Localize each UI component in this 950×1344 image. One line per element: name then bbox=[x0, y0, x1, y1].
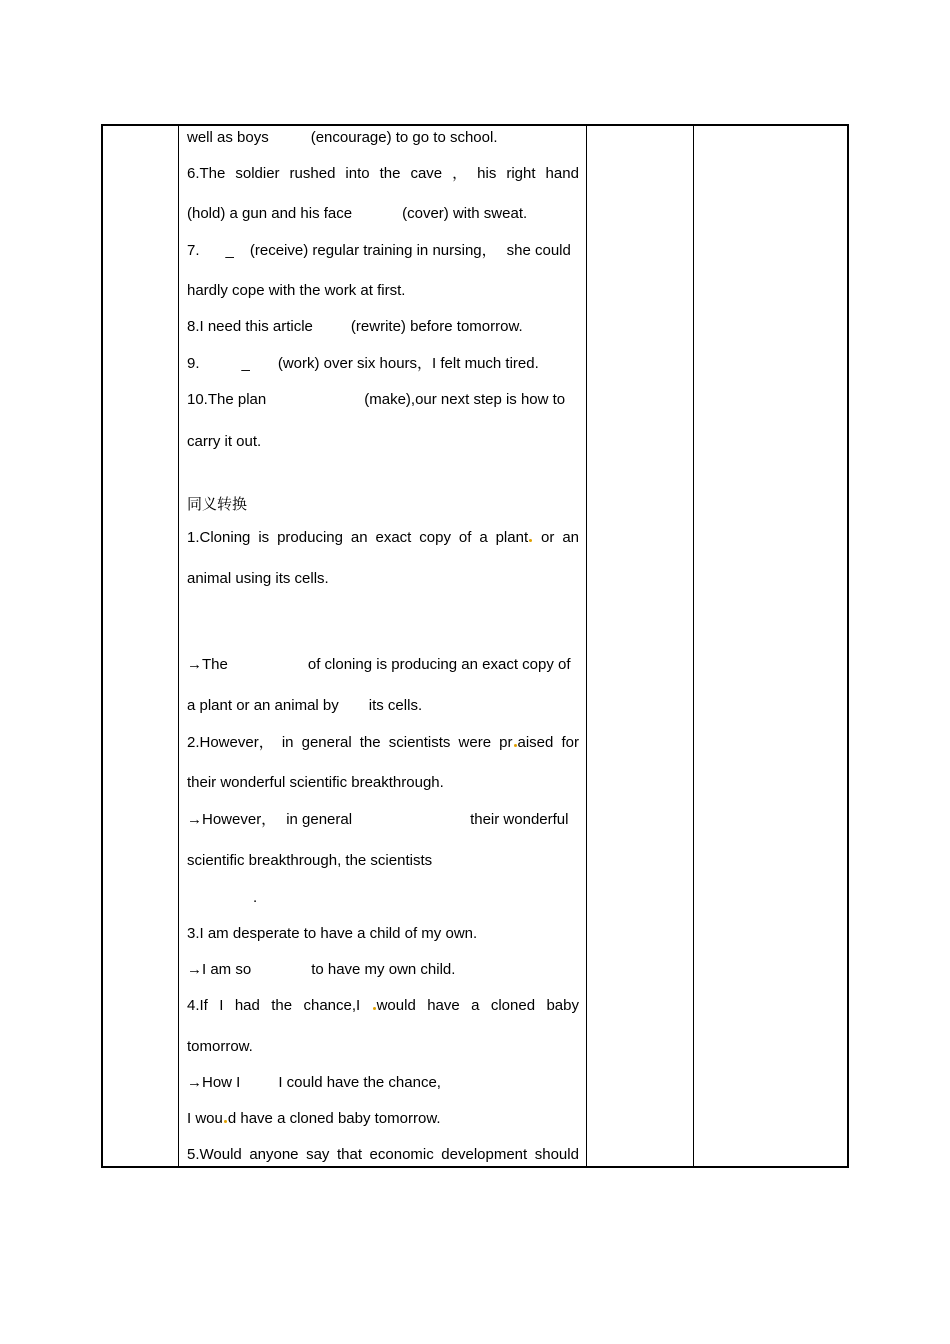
exercise-line: I wou d have a cloned baby tomorrow. bbox=[187, 1110, 441, 1127]
exercise-line: scientific breakthrough, the scientists bbox=[187, 852, 433, 869]
exercise-line: 7. _ (receive) regular training in nursing， she could bbox=[187, 242, 571, 259]
exercise-line: →However， in general their wonderful bbox=[187, 811, 569, 828]
exercise-line: well as boys (encourage) to go to school. bbox=[187, 129, 498, 146]
exercise-line: a plant or an animal by its cells. bbox=[187, 697, 423, 714]
exercise-line: 1.Cloning is producing an exact copy of a plant or an bbox=[187, 529, 579, 546]
exercise-line: carry it out. bbox=[187, 433, 262, 450]
lesson-table bbox=[101, 124, 849, 1168]
exercise-line: tomorrow. bbox=[187, 1038, 253, 1055]
exercise-line: 4.If I had the chance,I would have a cloned baby bbox=[187, 997, 579, 1014]
column-divider bbox=[178, 126, 179, 1166]
exercise-line: →The of cloning is producing an exact copy of bbox=[187, 656, 571, 673]
section-heading: 同义转换 bbox=[187, 495, 248, 513]
exercise-line: 3.I am desperate to have a child of my own. bbox=[187, 925, 478, 942]
exercise-cell bbox=[187, 126, 579, 1166]
exercise-line: . bbox=[253, 889, 258, 906]
exercise-line: 6.The soldier rushed into the cave ， his right hand bbox=[187, 165, 579, 182]
exercise-line: 2.However， in general the scientists were pr aised for bbox=[187, 734, 579, 751]
exercise-line: their wonderful scientific breakthrough. bbox=[187, 774, 444, 791]
exercise-line: 9. _ (work) over six hours，I felt much tired. bbox=[187, 355, 539, 372]
exercise-line: 5.Would anyone say that economic development should bbox=[187, 1146, 579, 1163]
exercise-line: →How I I could have the chance, bbox=[187, 1074, 441, 1091]
exercise-line: animal using its cells. bbox=[187, 570, 329, 587]
column-divider bbox=[693, 126, 694, 1166]
column-divider bbox=[586, 126, 587, 1166]
exercise-line: (hold) a gun and his face (cover) with sweat. bbox=[187, 205, 528, 222]
exercise-line: →I am so to have my own child. bbox=[187, 961, 456, 978]
exercise-line: 8.I need this article (rewrite) before tomorrow. bbox=[187, 318, 523, 335]
exercise-line: 10.The plan (make),our next step is how to bbox=[187, 391, 566, 408]
exercise-line: hardly cope with the work at first. bbox=[187, 282, 406, 299]
